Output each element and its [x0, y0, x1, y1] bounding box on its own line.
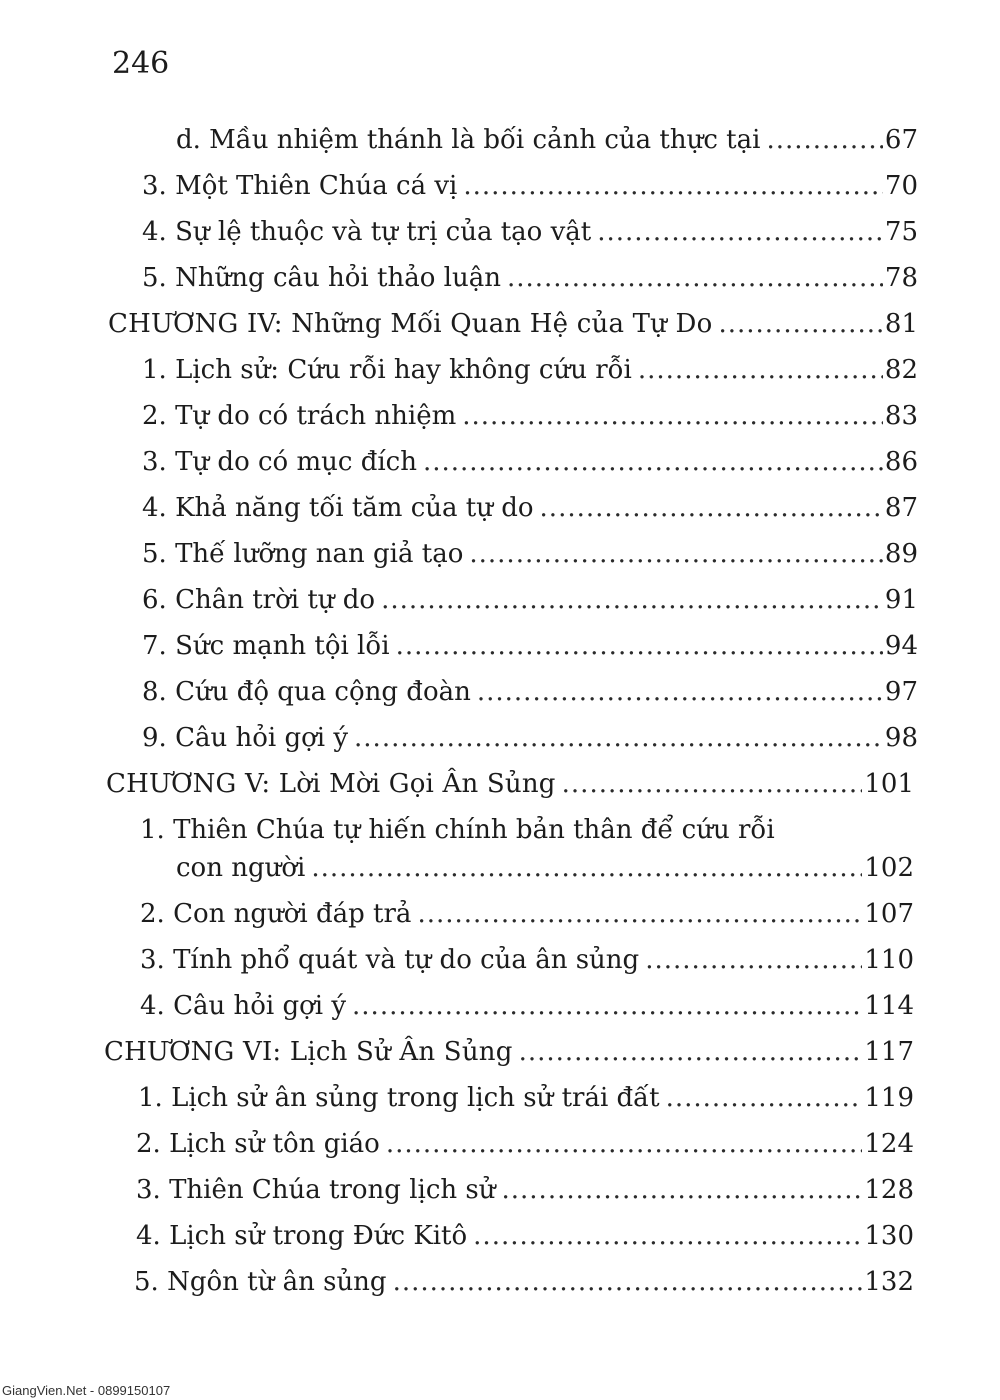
toc-entry [142, 352, 918, 388]
toc-entry-page: 128 [864, 1175, 914, 1205]
dot-leader [597, 214, 883, 250]
toc-entry-page: 107 [864, 899, 914, 929]
toc-entry [176, 850, 914, 886]
toc-entry-title: 2. Lịch sử tôn giáo [136, 1129, 380, 1159]
dot-leader [386, 1126, 863, 1162]
dot-leader [502, 1172, 863, 1208]
dot-leader [666, 1080, 863, 1116]
dot-leader [396, 628, 883, 664]
toc-chapter-title: CHƯƠNG VI: Lịch Sử Ân Sủng [104, 1037, 513, 1067]
dot-leader [519, 1034, 863, 1070]
toc-entry-title: 2. Con người đáp trả [140, 899, 412, 929]
toc-entry-page: 98 [884, 723, 918, 753]
toc-entry-title: 4. Lịch sử trong Đức Kitô [136, 1221, 468, 1251]
toc-entry-title-continuation: con người [176, 853, 306, 883]
toc-entry-page: 124 [864, 1129, 914, 1159]
toc-chapter-entry [104, 1034, 914, 1070]
toc-entry-page: 110 [864, 945, 914, 975]
dot-leader [473, 1218, 862, 1254]
toc-entry-title: 5. Những câu hỏi thảo luận [142, 263, 501, 293]
toc-entry-page: 81 [884, 309, 918, 339]
dot-leader [469, 536, 883, 572]
dot-leader [477, 674, 883, 710]
page-number: 246 [112, 46, 170, 81]
toc-entry-title: 3. Thiên Chúa trong lịch sử [136, 1175, 496, 1205]
toc-entry-page: 114 [864, 991, 914, 1021]
toc-entry [142, 444, 918, 480]
dot-leader [463, 168, 883, 204]
toc-entry-title: 7. Sức mạnh tội lỗi [142, 631, 390, 661]
dot-leader [718, 306, 882, 342]
dot-leader [381, 582, 883, 618]
toc-entry-title: 3. Một Thiên Chúa cá vị [142, 171, 458, 201]
dot-leader [462, 398, 883, 434]
toc-entry [140, 988, 914, 1024]
toc-entry-title: 3. Tính phổ quát và tự do của ân sủng [140, 945, 640, 975]
toc-entry-page: 87 [884, 493, 918, 523]
toc-entry-page: 78 [884, 263, 918, 293]
toc-entry-page: 101 [864, 769, 914, 799]
dot-leader [417, 896, 862, 932]
toc-entry-page: 86 [884, 447, 918, 477]
footer-watermark: GiangVien.Net - 0899150107 [2, 1383, 171, 1398]
dot-leader [645, 942, 862, 978]
dot-leader [311, 850, 862, 886]
toc-entry [142, 582, 918, 618]
toc-entry-page: 70 [884, 171, 918, 201]
toc-chapter-entry [108, 306, 918, 342]
toc-entry-title: d. Mầu nhiệm thánh là bối cảnh của thực tại [176, 125, 761, 155]
dot-leader [562, 766, 863, 802]
dot-leader [352, 988, 862, 1024]
toc-entry [136, 1218, 914, 1254]
toc-chapter-entry [106, 766, 914, 802]
toc-entry-page: 67 [884, 125, 918, 155]
toc-entry-page: 130 [864, 1221, 914, 1251]
toc-entry-page: 82 [884, 355, 918, 385]
toc-entry-page: 132 [864, 1267, 914, 1297]
toc-entry [142, 536, 918, 572]
toc-entry [142, 628, 918, 664]
toc-entry-page: 94 [884, 631, 918, 661]
toc-entry-title: 5. Ngôn từ ân sủng [134, 1267, 387, 1297]
dot-leader [393, 1264, 863, 1300]
toc-entry-page: 91 [884, 585, 918, 615]
toc-entry [176, 122, 918, 158]
toc-entry-title: 1. Thiên Chúa tự hiến chính bản thân để cứu rỗi [140, 815, 775, 845]
toc-entry [142, 490, 918, 526]
dot-leader [540, 490, 883, 526]
toc-chapter-title: CHƯƠNG IV: Những Mối Quan Hệ của Tự Do [108, 309, 713, 339]
toc-entry [142, 214, 918, 250]
toc-entry [140, 896, 914, 932]
toc-entry-page: 119 [864, 1083, 914, 1113]
toc-entry-page: 117 [864, 1037, 914, 1067]
toc-entry [142, 720, 918, 756]
toc-entry-title: 6. Chân trời tự do [142, 585, 376, 615]
toc-entry-title: 2. Tự do có trách nhiệm [142, 401, 457, 431]
toc-entry [142, 674, 918, 710]
dot-leader [507, 260, 883, 296]
toc-entry-title: 3. Tự do có mục đích [142, 447, 417, 477]
toc-entry-page: 83 [884, 401, 918, 431]
toc-entry-title: 5. Thế lưỡng nan giả tạo [142, 539, 464, 569]
toc-entry-page: 75 [884, 217, 918, 247]
toc-entry-page: 89 [884, 539, 918, 569]
toc-entry-page: 97 [884, 677, 918, 707]
toc-entry-title: 4. Sự lệ thuộc và tự trị của tạo vật [142, 217, 592, 247]
toc-entry [142, 398, 918, 434]
toc-entry-title: 1. Lịch sử: Cứu rỗi hay không cứu rỗi [142, 355, 632, 385]
dot-leader [423, 444, 883, 480]
toc-entry-title: 4. Câu hỏi gợi ý [140, 991, 347, 1021]
toc-entry [138, 1080, 914, 1116]
toc-entry-title: 9. Câu hỏi gợi ý [142, 723, 349, 753]
toc-entry [140, 942, 914, 978]
toc-entry-title: 4. Khả năng tối tăm của tự do [142, 493, 534, 523]
dot-leader [354, 720, 883, 756]
toc-entry [134, 1264, 914, 1300]
toc-entry-title: 1. Lịch sử ân sủng trong lịch sử trái đất [138, 1083, 660, 1113]
toc-entry [142, 260, 918, 296]
dot-leader [638, 352, 883, 388]
toc-entry [142, 168, 918, 204]
dot-leader [766, 122, 882, 158]
toc-entry-title: 8. Cứu độ qua cộng đoàn [142, 677, 471, 707]
toc-entry-page: 102 [864, 853, 914, 883]
toc-entry [136, 1126, 914, 1162]
toc-chapter-title: CHƯƠNG V: Lời Mời Gọi Ân Sủng [106, 769, 556, 799]
toc-entry [136, 1172, 914, 1208]
